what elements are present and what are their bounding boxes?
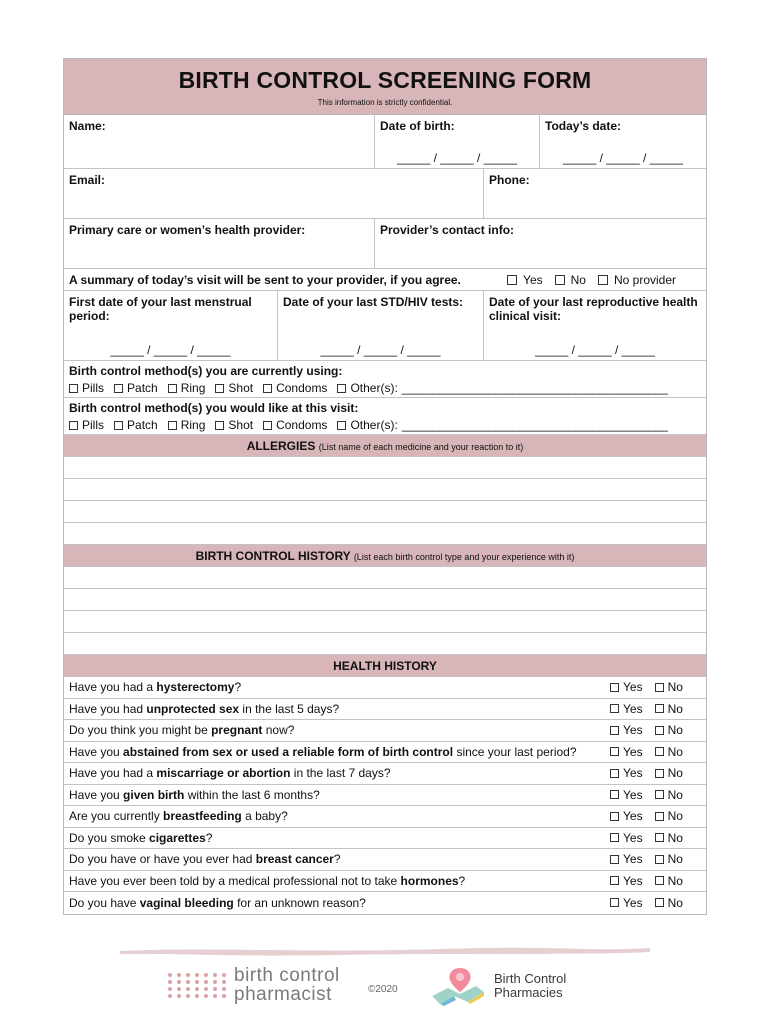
checkbox-icon[interactable] (168, 421, 177, 430)
today-blank: _____ / _____ / _____ (562, 151, 684, 165)
yes-option[interactable]: Yes (610, 745, 643, 759)
checkbox-icon[interactable] (555, 275, 565, 285)
yes-no-options (610, 852, 706, 866)
bc-history-title: BIRTH CONTROL HISTORY (195, 549, 351, 563)
health-question-row (64, 742, 706, 764)
menstrual-date-field[interactable] (64, 291, 278, 360)
allergies-line[interactable] (64, 523, 706, 545)
checkbox-icon[interactable] (655, 898, 664, 907)
current-shot-option[interactable]: Shot (215, 381, 253, 395)
health-question-row (64, 806, 706, 828)
allergies-title: ALLERGIES (246, 439, 316, 453)
logo-right-line1: Birth Control (494, 971, 567, 986)
health-question-text: Do you have or have you ever had breast cancer? (69, 852, 341, 867)
no-option[interactable]: No (655, 745, 683, 759)
health-question-text: Are you currently breastfeeding a baby? (69, 809, 288, 824)
checkbox-icon[interactable] (610, 833, 619, 842)
health-question-text: Have you abstained from sex or used a reliable form of birth control since your last period? (69, 744, 577, 759)
current-pills-option[interactable]: Pills (69, 381, 104, 395)
checkbox-icon[interactable] (598, 275, 608, 285)
form-subtitle: This information is strictly confidential. (317, 98, 453, 107)
checkbox-icon[interactable] (215, 384, 224, 393)
wanted-condoms-option[interactable]: Condoms (263, 418, 327, 432)
current-other-fill[interactable]: ___________________________________________ (401, 381, 668, 395)
checkbox-icon[interactable] (263, 384, 272, 393)
yes-option[interactable]: Yes (610, 852, 643, 866)
health-history-title: HEALTH HISTORY (333, 659, 437, 673)
std-date-blank: _____ / _____ / _____ (320, 343, 441, 357)
yes-no-options (610, 831, 706, 845)
today-label: Today’s date: (545, 119, 622, 133)
checkbox-icon[interactable] (655, 769, 664, 778)
allergies-header (64, 435, 706, 457)
health-question-row (64, 785, 706, 807)
no-option[interactable]: No (655, 896, 683, 910)
checkbox-icon[interactable] (263, 421, 272, 430)
summary-no-option[interactable]: No (555, 273, 586, 287)
wanted-shot-option[interactable]: Shot (215, 418, 253, 432)
reproductive-date-label: Date of your last reproductive health clinical visit: (489, 295, 698, 323)
bc-history-line[interactable] (64, 567, 706, 589)
current-condoms-option[interactable]: Condoms (263, 381, 327, 395)
checkbox-icon[interactable] (655, 790, 664, 799)
reproductive-date-blank: _____ / _____ / _____ (534, 343, 656, 357)
checkbox-icon[interactable] (655, 833, 664, 842)
map-pin-icon (430, 966, 486, 1006)
no-option[interactable]: No (655, 680, 683, 694)
checkbox-icon[interactable] (610, 683, 619, 692)
yes-no-options (610, 788, 706, 802)
bc-history-line[interactable] (64, 633, 706, 655)
yes-option[interactable]: Yes (610, 766, 643, 780)
dob-label: Date of birth: (380, 119, 455, 133)
menstrual-date-label: First date of your last menstrual period: (69, 295, 252, 323)
health-question-row (64, 763, 706, 785)
checkbox-icon[interactable] (610, 769, 619, 778)
checkbox-icon[interactable] (610, 704, 619, 713)
reproductive-date-field[interactable] (484, 291, 706, 360)
yes-no-options (610, 766, 706, 780)
checkbox-icon[interactable] (610, 726, 619, 735)
phone-field[interactable] (484, 169, 706, 218)
current-patch-option[interactable]: Patch (114, 381, 158, 395)
current-methods-label: Birth control method(s) you are currently using: (69, 364, 343, 378)
dots-icon (168, 973, 228, 998)
checkbox-icon[interactable] (610, 790, 619, 799)
provider-contact-field[interactable] (375, 219, 706, 268)
allergies-line[interactable] (64, 457, 706, 479)
birth-control-pharmacist-logo (168, 966, 340, 1004)
bc-history-header (64, 545, 706, 567)
dob-field[interactable] (375, 115, 540, 168)
no-option[interactable]: No (655, 766, 683, 780)
wanted-pills-option[interactable]: Pills (69, 418, 104, 432)
yes-no-options (610, 723, 706, 737)
checkbox-icon[interactable] (114, 384, 123, 393)
checkbox-icon[interactable] (337, 384, 346, 393)
provider-field[interactable] (64, 219, 375, 268)
wanted-methods-options (69, 418, 701, 432)
no-option[interactable]: No (655, 831, 683, 845)
no-option[interactable]: No (655, 809, 683, 823)
std-date-label: Date of your last STD/HIV tests: (283, 295, 464, 309)
birth-control-pharmacies-logo (430, 966, 566, 1006)
wanted-ring-option[interactable]: Ring (168, 418, 206, 432)
health-question-text: Have you ever been told by a medical professional not to take hormones? (69, 873, 466, 888)
health-question-row (64, 677, 706, 699)
health-question-row (64, 849, 706, 871)
yes-no-options (610, 680, 706, 694)
current-ring-option[interactable]: Ring (168, 381, 206, 395)
health-question-text: Have you had unprotected sex in the last 5 days? (69, 701, 340, 716)
health-question-row (64, 699, 706, 721)
current-other-option[interactable]: Other(s): ___________________________________________ (337, 381, 667, 395)
form-header (64, 59, 706, 115)
row-name-dates (64, 115, 706, 169)
checkbox-icon[interactable] (507, 275, 517, 285)
email-field[interactable] (64, 169, 484, 218)
form-title: BIRTH CONTROL SCREENING FORM (178, 67, 592, 93)
row-visit-dates (64, 291, 706, 361)
checkbox-icon[interactable] (610, 747, 619, 756)
yes-option[interactable]: Yes (610, 831, 643, 845)
allergies-line[interactable] (64, 501, 706, 523)
yes-option[interactable]: Yes (610, 809, 643, 823)
health-question-row (64, 871, 706, 893)
provider-label: Primary care or women’s health provider: (69, 223, 306, 237)
screening-form (63, 58, 707, 915)
bc-history-line[interactable] (64, 589, 706, 611)
health-question-text: Do you have vaginal bleeding for an unknown reason? (69, 895, 366, 910)
checkbox-icon[interactable] (655, 726, 664, 735)
wanted-methods-label: Birth control method(s) you would like at this visit: (69, 401, 359, 415)
summary-options (495, 273, 706, 287)
health-question-text: Do you think you might be pregnant now? (69, 723, 295, 738)
current-methods (64, 361, 706, 398)
checkbox-icon[interactable] (215, 421, 224, 430)
health-questions (64, 677, 706, 914)
wanted-other-fill[interactable]: ___________________________________________ (401, 418, 668, 432)
dob-blank: _____ / _____ / _____ (396, 151, 518, 165)
row-summary (64, 269, 706, 291)
summary-no-provider-option[interactable]: No provider (598, 273, 676, 287)
no-option[interactable]: No (655, 852, 683, 866)
name-label: Name: (69, 119, 106, 133)
summary-text: A summary of today’s visit will be sent to your provider, if you agree. (69, 272, 461, 287)
provider-contact-label: Provider’s contact info: (380, 223, 515, 237)
health-question-text: Have you had a hysterectomy? (69, 680, 242, 695)
email-label: Email: (69, 173, 106, 187)
menstrual-date-blank: _____ / _____ / _____ (110, 343, 231, 357)
checkbox-icon[interactable] (655, 704, 664, 713)
checkbox-icon[interactable] (655, 747, 664, 756)
logo-left-line2: pharmacist (234, 984, 332, 1005)
allergies-note: (List name of each medicine and your reaction to it) (318, 442, 524, 452)
checkbox-icon[interactable] (655, 876, 664, 885)
checkbox-icon[interactable] (69, 421, 78, 430)
bc-history-note: (List each birth control type and your experience with it) (353, 552, 575, 562)
yes-option[interactable]: Yes (610, 702, 643, 716)
checkbox-icon[interactable] (610, 855, 619, 864)
checkbox-icon[interactable] (610, 812, 619, 821)
no-option[interactable]: No (655, 702, 683, 716)
no-option[interactable]: No (655, 874, 683, 888)
yes-option[interactable]: Yes (610, 874, 643, 888)
yes-option[interactable]: Yes (610, 723, 643, 737)
health-question-text: Have you had a miscarriage or abortion in the last 7 days? (69, 766, 391, 781)
wanted-patch-option[interactable]: Patch (114, 418, 158, 432)
yes-option[interactable]: Yes (610, 788, 643, 802)
yes-no-options (610, 896, 706, 910)
health-question-row (64, 828, 706, 850)
health-question-row (64, 720, 706, 742)
wanted-methods (64, 398, 706, 435)
health-question-row (64, 892, 706, 914)
no-option[interactable]: No (655, 788, 683, 802)
checkbox-icon[interactable] (655, 812, 664, 821)
yes-no-options (610, 745, 706, 759)
footer-brush-stroke (120, 944, 650, 956)
checkbox-icon[interactable] (655, 855, 664, 864)
health-history-header (64, 655, 706, 677)
checkbox-icon[interactable] (610, 876, 619, 885)
checkbox-icon[interactable] (69, 384, 78, 393)
wanted-other-option[interactable]: Other(s): ___________________________________________ (337, 418, 667, 432)
checkbox-icon[interactable] (610, 898, 619, 907)
checkbox-icon[interactable] (337, 421, 346, 430)
logo-right-line2: Pharmacies (494, 985, 563, 1000)
today-field[interactable] (540, 115, 706, 168)
row-provider (64, 219, 706, 269)
row-email-phone (64, 169, 706, 219)
yes-no-options (610, 809, 706, 823)
logo-left-line1: birth control (234, 965, 340, 986)
yes-no-options (610, 874, 706, 888)
name-field[interactable] (64, 115, 375, 168)
allergies-line[interactable] (64, 479, 706, 501)
health-question-text: Do you smoke cigarettes? (69, 830, 213, 845)
checkbox-icon[interactable] (168, 384, 177, 393)
phone-label: Phone: (489, 173, 530, 187)
checkbox-icon[interactable] (114, 421, 123, 430)
current-methods-options (69, 381, 701, 395)
bc-history-line[interactable] (64, 611, 706, 633)
yes-option[interactable]: Yes (610, 896, 643, 910)
checkbox-icon[interactable] (655, 683, 664, 692)
yes-no-options (610, 702, 706, 716)
summary-yes-option[interactable]: Yes (507, 273, 543, 287)
copyright: ©2020 (368, 984, 398, 995)
health-question-text: Have you given birth within the last 6 months? (69, 787, 320, 802)
no-option[interactable]: No (655, 723, 683, 737)
std-date-field[interactable] (278, 291, 484, 360)
yes-option[interactable]: Yes (610, 680, 643, 694)
